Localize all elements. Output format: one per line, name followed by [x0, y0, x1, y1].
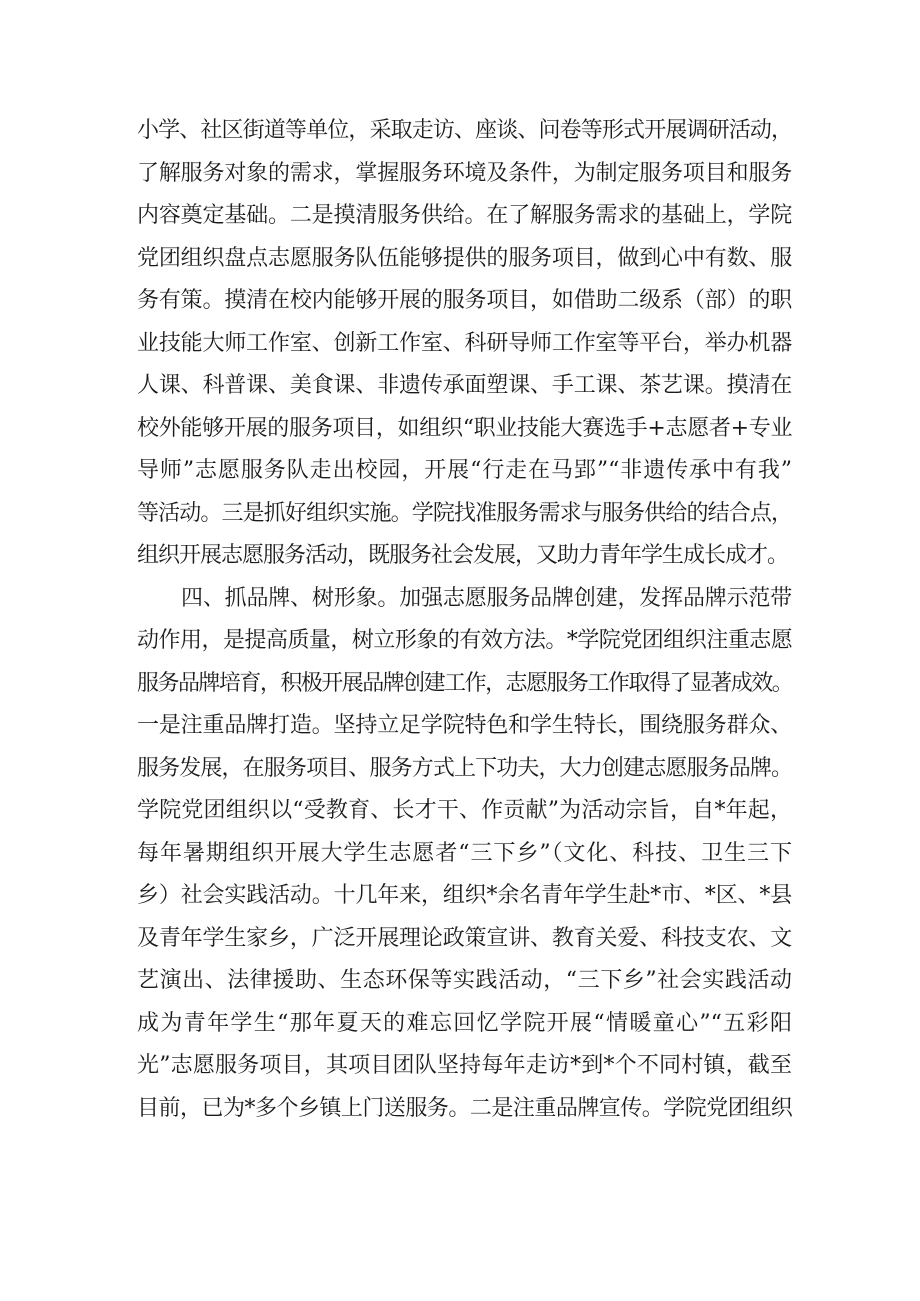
- text-line: 务有策。摸清在校内能够开展的服务项目，如借助二级系（部）的职: [137, 288, 792, 313]
- section-heading-line: 四、抓品牌、树形象。加强志愿服务品牌创建，发挥品牌示范带: [181, 585, 792, 611]
- text-line: 导师”志愿服务队走出校园，开展“行走在马郢”“非遗传承中有我”: [137, 458, 792, 483]
- text-line: 目前，已为*多个乡镇上门送服务。二是注重品牌宣传。学院党团组织: [137, 1095, 792, 1121]
- text-line: 等活动。三是抓好组织实施。学院找准服务需求与服务供给的结合点，: [137, 500, 792, 526]
- text-line: 乡）社会实践活动。十几年来，组织*余名青年学生赴*市、*区、*县: [137, 883, 792, 908]
- text-line: 及青年学生家乡，广泛开展理论政策宣讲、教育关爱、科技支农、文: [137, 925, 792, 951]
- text-line: 人课、科普课、美食课、非遗传承面塑课、手工课、茶艺课。摸清在: [137, 373, 792, 398]
- text-line: 校外能够开展的服务项目，如组织“职业技能大赛选手+志愿者+专业: [137, 415, 792, 441]
- text-line: 动作用，是提高质量，树立形象的有效方法。*学院党团组织注重志愿: [137, 628, 792, 653]
- paragraph-end-line: 组织开展志愿服务活动，既服务社会发展，又助力青年学生成长成才。: [137, 543, 789, 568]
- text-line: 了解服务对象的需求，掌握服务环境及条件，为制定服务项目和服务: [137, 160, 792, 186]
- body-text: [137, 110, 792, 1130]
- text-line: 小学、社区街道等单位，采取走访、座谈、问卷等形式开展调研活动，: [137, 118, 792, 143]
- text-line: 内容奠定基础。二是摸清服务供给。在了解服务需求的基础上，学院: [137, 203, 792, 228]
- text-line: 光”志愿服务项目，其项目团队坚持每年走访*到*个不同村镇，截至: [137, 1053, 792, 1078]
- text-line: 每年暑期组织开展大学生志愿者“三下乡”（文化、科技、卫生三下: [137, 840, 792, 866]
- text-line: 服务发展，在服务项目、服务方式上下功夫，大力创建志愿服务品牌。: [137, 755, 792, 781]
- text-line: 业技能大师工作室、创新工作室、科研导师工作室等平台，举办机器: [137, 330, 792, 356]
- text-line: 党团组织盘点志愿服务队伍能够提供的服务项目，做到心中有数、服: [137, 245, 792, 271]
- text-line: 一是注重品牌打造。坚持立足学院特色和学生特长，围绕服务群众、: [137, 713, 792, 738]
- text-line: 服务品牌培育，积极开展品牌创建工作，志愿服务工作取得了显著成效。: [137, 670, 792, 696]
- text-line: 成为青年学生“那年夏天的难忘回忆学院开展“情暖童心”“五彩阳: [137, 1010, 792, 1036]
- text-line: 艺演出、法律援助、生态环保等实践活动，“三下乡”社会实践活动: [137, 968, 792, 993]
- text-line: 学院党团组织以“受教育、长才干、作贡献”为活动宗旨，自*年起，: [137, 798, 792, 823]
